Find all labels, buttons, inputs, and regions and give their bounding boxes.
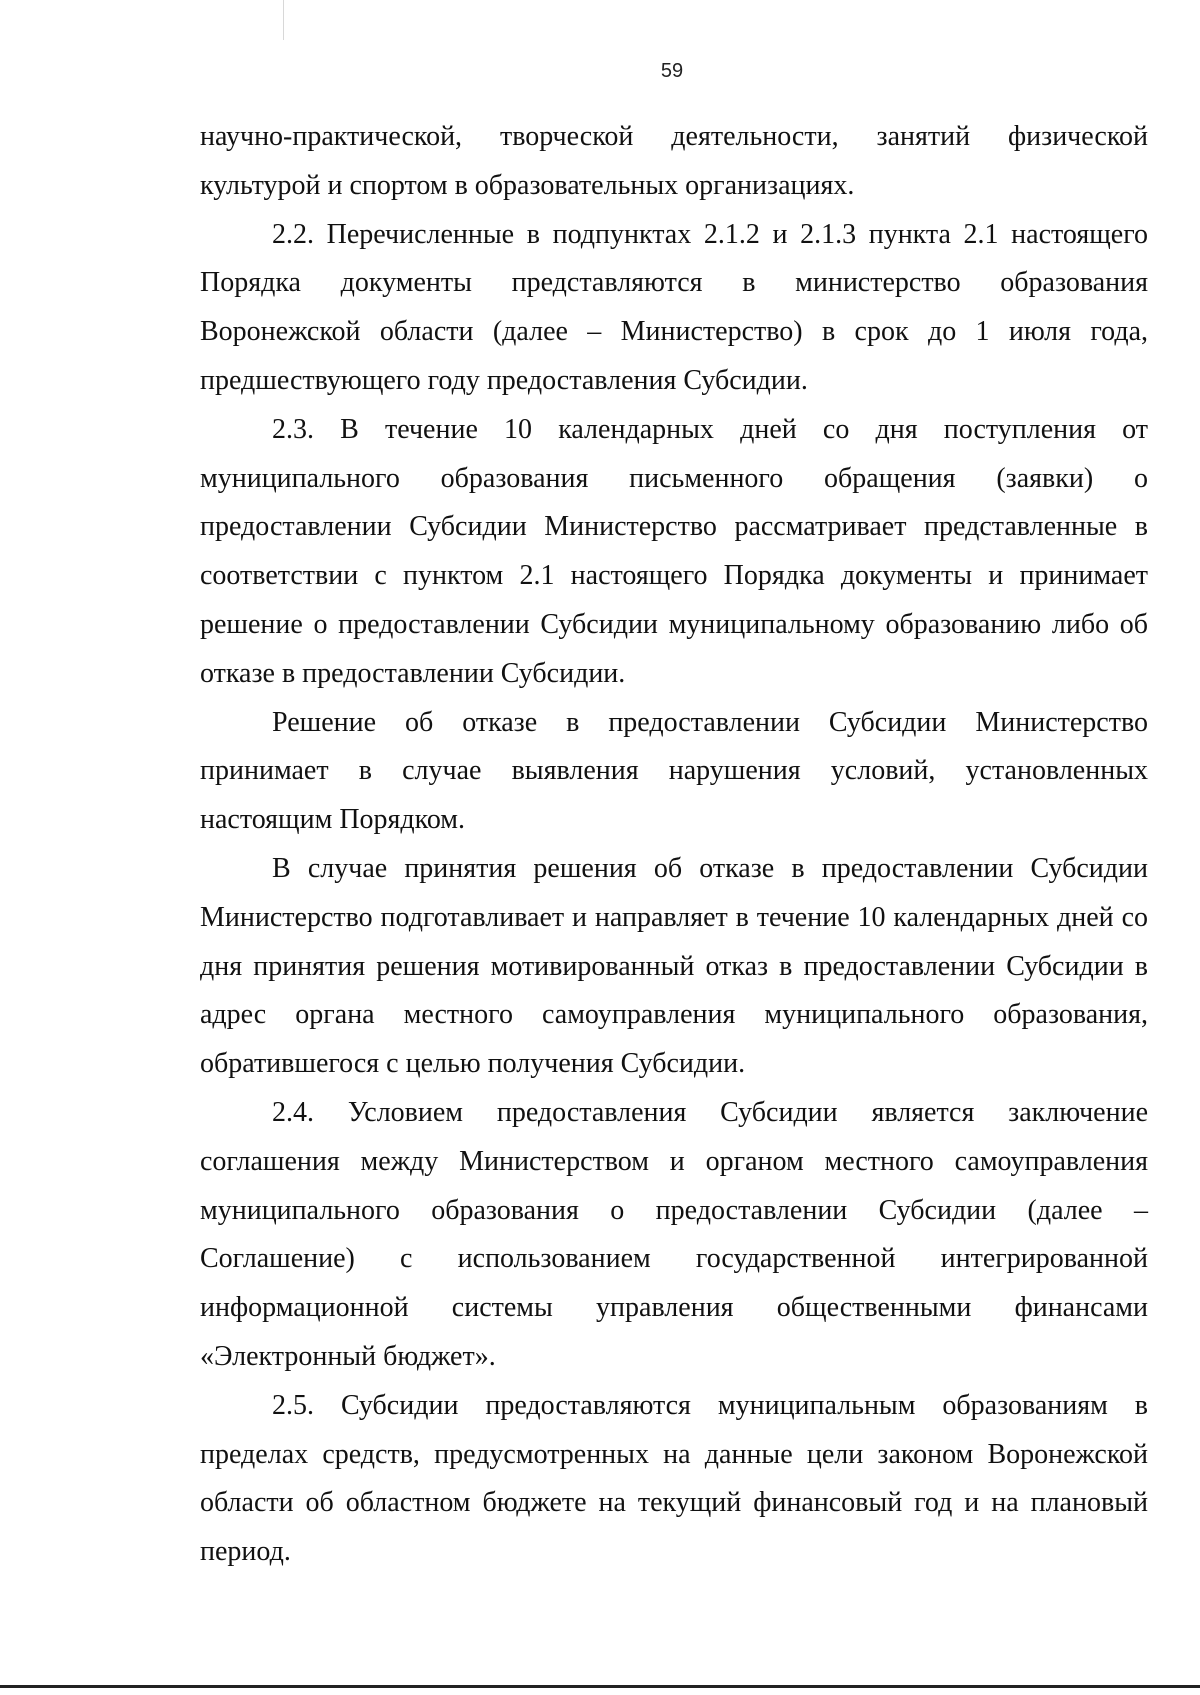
paragraph-refusal-decision: Решение об отказе в предоставлении Субсидии Министерство принимает в случае выявления нарушения условий, установленных настоящим Порядком. bbox=[200, 706, 1148, 836]
paragraph-2-5: 2.5. Субсидии предоставляются муниципальным образованиям в пределах средств, предусмотренных на данные цели законом Воронежской области об областном бюджете на текущий финансовый год и на плановый период. bbox=[200, 1389, 1148, 1568]
document-body bbox=[200, 113, 1148, 1577]
paragraph-2-3: 2.3. В течение 10 календарных дней со дня поступления от муниципального образования письменного обращения (заявки) о предоставлении Субсидии Министерство рассматривает представленные в соответствии с пунктом 2.1 настоящего Порядка документы и принимает решение о предоставлении Субсидии муниципальному образованию либо об отказе в предоставлении Субсидии. bbox=[200, 413, 1148, 689]
paragraph-refusal-notice: В случае принятия решения об отказе в предоставлении Субсидии Министерство подготавливает и направляет в течение 10 календарных дней со дня принятия решения мотивированный отказ в предоставлении Субсидии в адрес органа местного самоуправления муниципального образования, обратившегося с целью получения Субсидии. bbox=[200, 852, 1148, 1080]
paragraph-continuation: научно-практической, творческой деятельности, занятий физической культурой и спортом в образовательных организациях. bbox=[200, 121, 1148, 201]
paragraph-2-2: 2.2. Перечисленные в подпунктах 2.1.2 и 2.1.3 пункта 2.1 настоящего Порядка документы представляются в министерство образования Воронежской области (далее – Министерство) в срок до 1 июля года, предшествующего году предоставления Субсидии. bbox=[200, 218, 1148, 396]
paragraph-2-4: 2.4. Условием предоставления Субсидии является заключение соглашения между Министерством и органом местного самоуправления муниципального образования о предоставлении Субсидии (далее – Соглашение) с использованием государственной интегрированной информационной системы управления общественными финансами «Электронный бюджет». bbox=[200, 1096, 1148, 1372]
scan-margin-mark bbox=[283, 0, 284, 40]
bottom-rule bbox=[0, 1685, 1200, 1688]
page-number: 59 bbox=[660, 60, 684, 82]
